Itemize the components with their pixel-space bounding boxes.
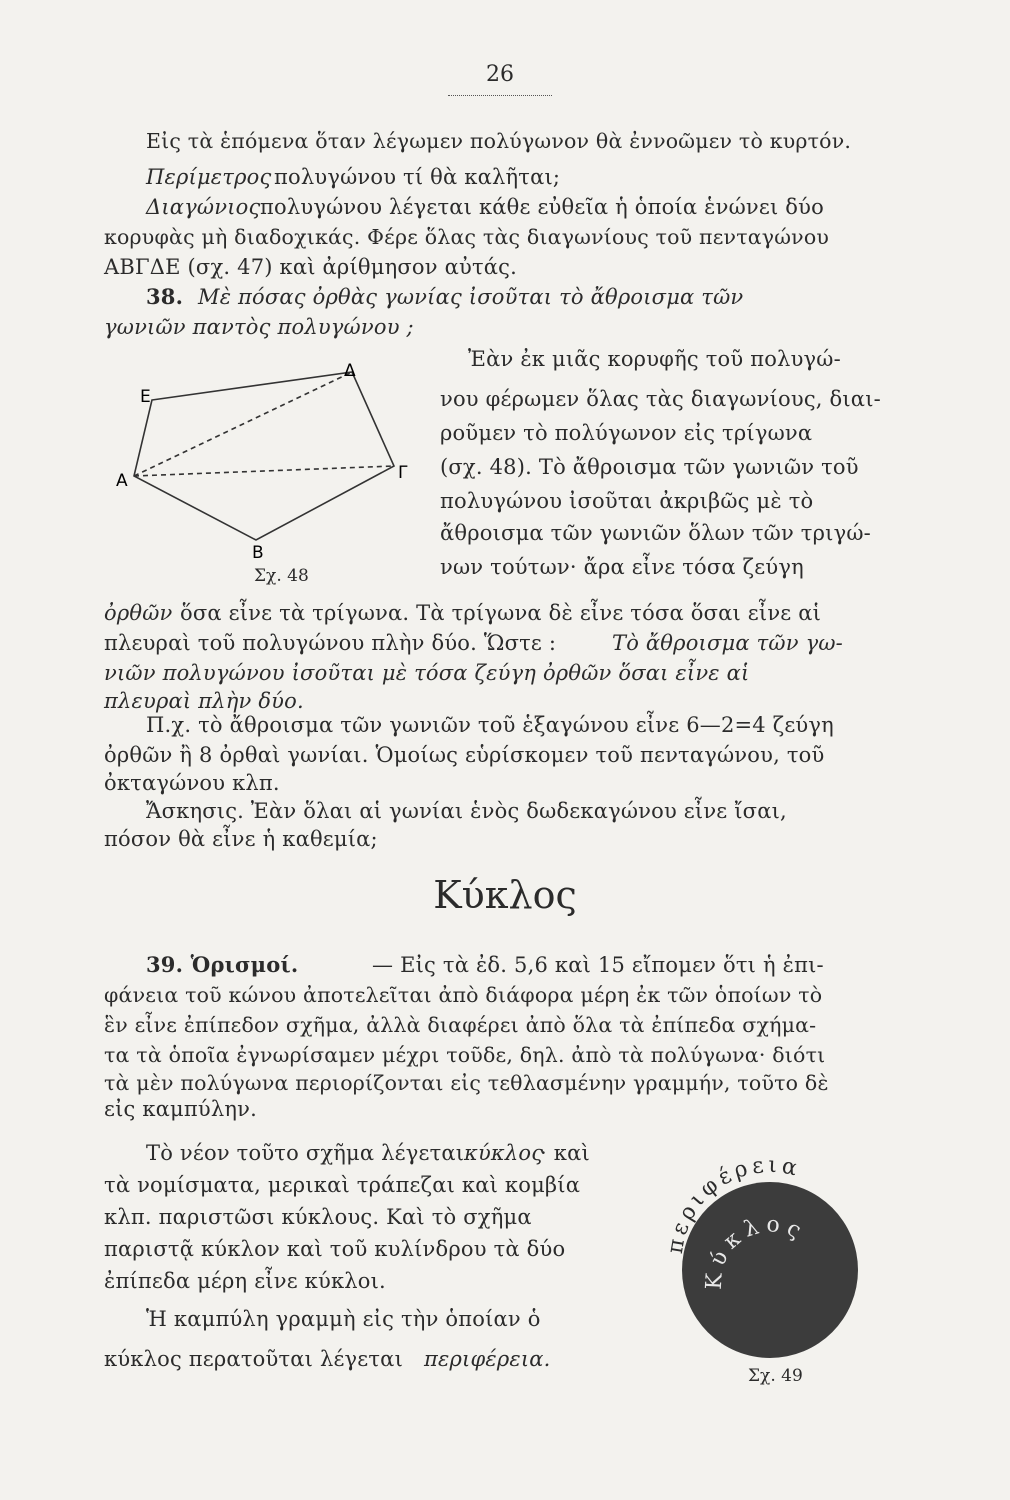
rule-statement: Τὸ ἄθροισμα τῶν γω- <box>612 631 843 655</box>
section-number-39: 39. Ὁρισμοί. <box>146 952 299 977</box>
text-line: ἐπίπεδα μέρη εἶνε κύκλοι. <box>104 1269 386 1293</box>
text-line: τὰ νομίσματα, μερικαὶ τράπεζαι καὶ κομβία <box>104 1173 581 1197</box>
circle-label-kyklos: Κύκλος <box>701 1212 811 1291</box>
text-line: — Εἰς τὰ ἐδ. 5,6 καὶ 15 εἴπομεν ὅτι ἡ ἐπι- <box>372 953 824 977</box>
text-line: νου φέρωμεν ὅλας τὰς διαγωνίους, διαι- <box>440 387 881 411</box>
term-perimetros: Περίμετρος <box>146 165 272 189</box>
text-line: ΑΒΓΔΕ (σχ. 47) καὶ ἀρίθμησον αὐτάς. <box>104 255 517 279</box>
text-line: κύκλος περατοῦται λέγεται <box>104 1347 403 1371</box>
text-line: φάνεια τοῦ κώνου ἀποτελεῖται ἀπὸ διάφορα μέρη ἐκ τῶν ὁποίων τὸ <box>104 983 823 1007</box>
rule-statement: νιῶν πολυγώνου ἰσοῦται μὲ τόσα ζεύγη ὀρθῶν ὅσαι εἶνε αἱ <box>104 661 750 685</box>
text-line: πλευραὶ τοῦ πολυγώνου πλὴν δύο. Ὥστε : <box>104 631 557 655</box>
text-line: κλπ. παριστῶσι κύκλους. Καὶ τὸ σχῆμα <box>104 1205 532 1229</box>
text-line: πόσον θὰ εἶνε ἡ καθεμία; <box>104 827 378 851</box>
text-line: ὀκταγώνου κλπ. <box>104 771 280 795</box>
figure-48-pentagon <box>104 362 434 562</box>
text-line: παριστᾷ κύκλον καὶ τοῦ κυλίνδρου τὰ δύο <box>104 1237 566 1261</box>
exercise-line: Ἄσκησις. Ἐὰν ὅλαι αἱ γωνίαι ἑνὸς δωδεκαγώνου εἶνε ἴσαι, <box>146 799 787 823</box>
page-number: 26 <box>486 62 514 87</box>
section-heading-38-cont: γωνιῶν παντὸς πολυγώνου ; <box>104 315 414 339</box>
text-line: νων τούτων· ἄρα εἶνε τόσα ζεύγη <box>440 555 804 579</box>
text-line: ὀρθῶν ἢ 8 ὀρθαὶ γωνίαι. Ὁμοίως εὑρίσκομεν τοῦ πενταγώνου, τοῦ <box>104 743 825 767</box>
figure-49-caption: Σχ. 49 <box>748 1366 803 1386</box>
term-kyklos: κύκλος <box>464 1141 544 1165</box>
text-line: πολυγώνου λέγεται κάθε εὐθεῖα ἡ ὁποία ἑνώνει δύο <box>260 195 824 219</box>
term-periphereia: περιφέρεια. <box>424 1347 551 1371</box>
text-line: ροῦμεν τὸ πολύγωνον εἰς τρίγωνα <box>440 421 813 445</box>
text-line: πολυγώνου ἰσοῦται ἀκριβῶς μὲ τὸ <box>440 489 814 513</box>
term-diagonios: Διαγώνιος <box>146 195 261 219</box>
pentagon-outline <box>134 372 394 540</box>
rim-label-periphereia: περιφέρεια <box>662 1152 804 1256</box>
text-line: ὀρθῶν <box>104 601 173 625</box>
vertex-label-b: B <box>252 543 264 562</box>
text-line: (σχ. 48). Τὸ ἄθροισμα τῶν γωνιῶν τοῦ <box>440 455 859 479</box>
section-number-38: 38. <box>146 284 184 309</box>
text-line: ἄθροισμα τῶν γωνιῶν ὅλων τῶν τριγώ- <box>440 521 871 545</box>
figure-49-circle <box>660 1140 870 1370</box>
section-title-kyklos: Κύκλος <box>433 873 577 917</box>
vertex-label-d: Δ <box>344 362 356 381</box>
text-line: ὅσα εἶνε τὰ τρίγωνα. Τὰ τρίγωνα δὲ εἶνε τόσα ὅσαι εἶνε αἱ <box>180 601 822 625</box>
section-heading-38: Μὲ πόσας ὀρθὰς γωνίας ἰσοῦται τὸ ἄθροισμα τῶν <box>198 285 744 309</box>
text-line: κορυφὰς μὴ διαδοχικάς. Φέρε ὅλας τὰς διαγωνίους τοῦ πενταγώνου <box>104 225 830 249</box>
text-line: τα τὰ ὁποῖα ἐγνωρίσαμεν μέχρι τοῦδε, δηλ. ἀπὸ τὰ πολύγωνα· διότι <box>104 1043 826 1067</box>
vertex-label-e: E <box>140 387 151 407</box>
text-line: Ἡ καμπύλη γραμμὴ εἰς τὴν ὁποίαν ὁ <box>146 1307 541 1331</box>
page-number-rule <box>448 95 552 96</box>
figure-48-caption: Σχ. 48 <box>254 566 309 586</box>
text-line: τὰ μὲν πολύγωνα περιορίζονται εἰς τεθλασμένην γραμμήν, τοῦτο δὲ <box>104 1071 829 1095</box>
text-line: · καὶ <box>540 1141 590 1165</box>
text-line: Ἐὰν ἐκ μιᾶς κορυφῆς τοῦ πολυγώ- <box>468 347 841 371</box>
vertex-label-a: A <box>116 471 128 491</box>
text-line: εἰς καμπύλην. <box>104 1097 258 1121</box>
text-line: ἓν εἶνε ἐπίπεδον σχῆμα, ἀλλὰ διαφέρει ἀπὸ ὅλα τὰ ἐπίπεδα σχήμα- <box>104 1013 817 1037</box>
diagonal-a-g <box>134 466 394 476</box>
vertex-label-g: Γ <box>398 463 408 483</box>
rule-statement: πλευραὶ πλὴν δύο. <box>104 689 304 713</box>
text-line: Τὸ νέον τοῦτο σχῆμα λέγεται <box>146 1141 465 1165</box>
text-line: Π.χ. τὸ ἄθροισμα τῶν γωνιῶν τοῦ ἑξαγώνου εἶνε 6—2=4 ζεύγη <box>146 713 834 737</box>
text-line: πολυγώνου τί θὰ καλῆται; <box>274 165 561 189</box>
text-line: Εἰς τὰ ἑπόμενα ὅταν λέγωμεν πολύγωνον θὰ ἐννοῶμεν τὸ κυρτόν. <box>146 129 852 153</box>
